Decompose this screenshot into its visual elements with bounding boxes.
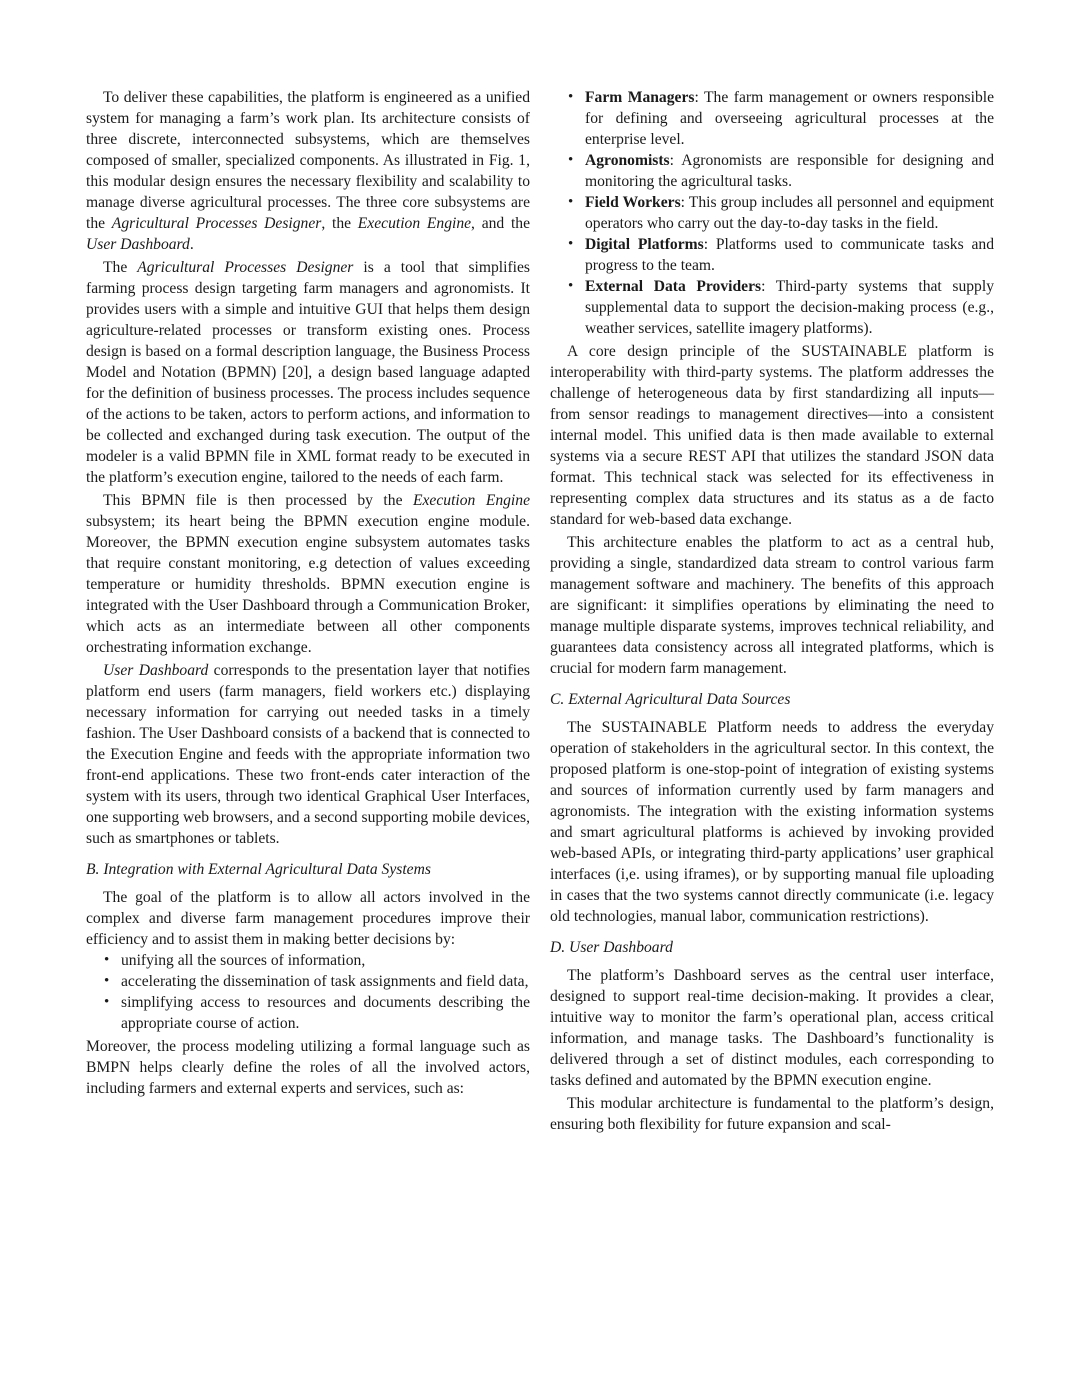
text-run: , the — [321, 215, 358, 232]
list-item-agronomists — [585, 150, 994, 192]
actor-description: : This group includes all personnel and equipment operators who carry out the day-to-day tasks in the field. — [585, 194, 994, 232]
paragraph-modular-architecture: This modular architecture is fundamental to the platform’s design, ensuring both flexibility for future expansion and scal- — [550, 1095, 994, 1133]
text-run: This BPMN file is then processed by the — [103, 492, 413, 509]
list-item-field-workers — [585, 192, 994, 234]
paragraph-dashboard: The platform’s Dashboard serves as the central user interface, designed to support real-time decision-making. It provides a clear, intuitive way to monitor the farm’s operational plan, access critical information, and manage tasks. The Dashboard’s functionality is delivered through a set of distinct modules, each corresponding to tasks defined and automated by the BPMN execution engine. — [550, 967, 994, 1089]
text-run: is a tool that simplifies farming process design targeting farm managers and agronomists. It provides users with a simple and intuitive GUI that helps them design agriculture-related processes or transform existing ones. Process design is based on a formal description language, the Business Process Model and Notation (BPMN) [20], a design based language adapted for the definition of business processes. The process includes sequence of the actions to be taken, actors to perform actions, and information to be collected and exchanged during task execution. The output of the modeler is a valid BPMN file in XML format ready to be executed in the platform’s execution engine, tailored to the needs of each farm. — [86, 259, 530, 486]
actor-description: : The farm management or owners responsible for defining and overseeing agricultural processes at the enterprise level. — [585, 89, 995, 148]
paragraph-capabilities — [86, 87, 530, 255]
list-item: • unifying all the sources of information, — [121, 950, 530, 971]
text-run: . — [189, 236, 194, 253]
term-execution-engine: Execution Engine — [412, 492, 530, 509]
list-item-external-data-providers — [585, 276, 994, 339]
left-column — [86, 87, 530, 1099]
actor-term: Field Workers — [585, 194, 681, 211]
right-column — [550, 87, 994, 1135]
term-user-dashboard: User Dashboard — [103, 662, 209, 679]
text-run: corresponds to the presentation layer that notifies platform end users (farm managers, field workers etc.) displaying necessary information for carrying out needed tasks in a timely fashion. The User Dashboard consists of a backend that is connected to the Execution Engine and feeds with the appropriate information two front-end applications. These two front-ends cater interaction of the system with its users, through two identical Graphical User Interfaces, one supporting web browsers, and a second supporting mobile devices, such as smartphones or tablets. — [86, 662, 531, 847]
list-item-farm-managers — [585, 87, 994, 150]
actor-term: Farm Managers — [585, 89, 695, 106]
list-item-digital-platforms — [585, 234, 994, 276]
paragraph-user-dashboard — [86, 660, 530, 849]
term-execution-engine: Execution Engine — [357, 215, 472, 232]
text-run: The — [103, 259, 138, 276]
paragraph-execution-engine — [86, 490, 530, 658]
paragraph-central-hub: This architecture enables the platform to act as a central hub, providing a single, standardized data stream to control various farm management software and machinery. The benefits of this approach are significant: it simplifies operations by eliminating the need to manage multiple disparate systems, improves technical reliability, and guarantees data consistency across all integrated platforms, which is crucial for modern farm management. — [550, 534, 994, 677]
paragraph-designer — [86, 257, 530, 488]
text-run: To deliver these capabilities, the platform is engineered as a unified system for managing a farm’s work plan. Its architecture consists of three discrete, interconnected subsystems, which are themselves composed of smaller, specialized components. As illustrated in Fig. 1, this modular design ensures the necessary flexibility and scalability to manage diverse agricultural processes. The three core subsystems are the — [86, 89, 530, 232]
list-item: • accelerating the dissemination of task assignments and field data, — [121, 971, 530, 992]
actor-description: : Third-party systems that supply supplemental data to support the decision-making process (e.g., weather services, satellite imagery platforms). — [585, 278, 994, 337]
section-heading-b: B. Integration with External Agricultural Data Systems — [86, 861, 431, 878]
actor-term: Digital Platforms — [585, 236, 704, 253]
paragraph-modeling: Moreover, the process modeling utilizing a formal language such as BMPN helps clearly define the roles of all the involved actors, including farmers and external experts and services, such as: — [86, 1038, 530, 1097]
actor-term: Agronomists — [585, 152, 670, 169]
term-designer: Agricultural Processes Designer — [111, 215, 322, 232]
paragraph-external-sources: The SUSTAINABLE Platform needs to address the everyday operation of stakeholders in the agricultural sector. In this context, the proposed platform is one-stop-point of integration of existing systems and sources of information currently used by farm managers and agronomists. The integration with the existing information systems and smart agricultural platforms is achieved by invoking provided web-based APIs, or integrating third-party applications’ user graphical interfaces (i,e. using iframes), or by supporting manual file uploading in cases that the two systems cannot directly communicate (i.e. legacy old technologies, manual labor, communication restrictions). — [550, 719, 994, 925]
text-run: , and the — [471, 215, 530, 232]
list-item: • simplifying access to resources and documents describing the appropriate course of action. — [121, 992, 530, 1034]
term-designer: Agricultural Processes Designer — [137, 259, 354, 276]
term-user-dashboard: User Dashboard — [86, 236, 190, 253]
actor-term: External Data Providers — [585, 278, 762, 295]
actor-list — [550, 87, 994, 339]
section-heading-d: D. User Dashboard — [550, 939, 673, 956]
actor-description: : Platforms used to communicate tasks and progress to the team. — [585, 236, 994, 274]
text-run: subsystem; its heart being the BPMN execution engine module. Moreover, the BPMN execution engine subsystem automates tasks that require constant monitoring, e.g detection of values exceeding temperature or humidity thresholds. BPMN execution engine is integrated with the User Dashboard through a Communication Broker, which acts as an intermediate between all other components orchestrating information exchange. — [86, 513, 530, 656]
paragraph-interoperability: A core design principle of the SUSTAINABLE platform is interoperability with third-party systems. The platform addresses the challenge of heterogeneous data by first standardizing all inputs—from sensor readings to management directives—into a consistent internal model. This unified data is then made available to external systems via a secure REST API that utilizes the standard JSON data format. This technical stack was selected for its effectiveness in representing complex data structures and its status as a de facto standard for web-based data exchange. — [550, 343, 994, 528]
goal-list — [86, 950, 530, 1034]
section-heading-c: C. External Agricultural Data Sources — [550, 691, 791, 708]
actor-description: : Agronomists are responsible for designing and monitoring the agricultural tasks. — [585, 152, 994, 190]
paragraph-goal: The goal of the platform is to allow all actors involved in the complex and diverse farm management procedures improve their efficiency and to assist them in making better decisions by: — [86, 889, 530, 948]
